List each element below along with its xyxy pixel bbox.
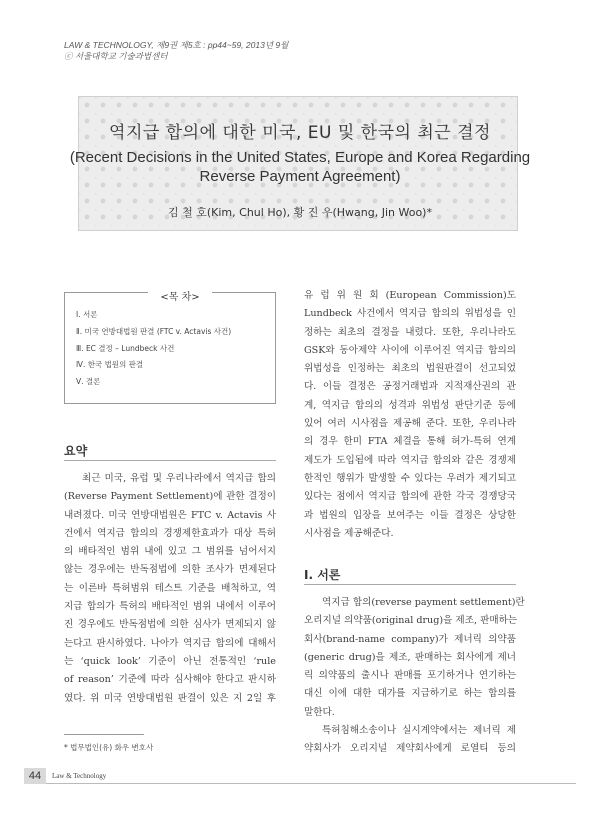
toc-list [76, 307, 231, 391]
abstract-heading: 요약 [64, 444, 88, 458]
intro-line: 회사(brand-name company)가 제너릭 의약품 [304, 633, 516, 645]
abstract-line: of reason’ 기준에 따라 심사해야 한다고 판시하 [64, 674, 276, 686]
abstract-line: 다. 이들 결정은 공정거래법과 지적재산권의 관 [304, 381, 516, 393]
toc-title: <목 차> [148, 288, 212, 303]
intro-line: 오리지널 의약품(original drug)을 제조, 판매하는 [304, 615, 518, 627]
abstract-line: 는 ‘quick look’ 기준이 아닌 전통적인 ‘rule [64, 655, 276, 667]
journal-citation: LAW & TECHNOLOGY, 제9권 제5호 : pp44~59, 2013년 9월 [64, 40, 289, 50]
publisher-line: ⓒ 서울대학교 기술과법센터 [64, 51, 168, 61]
abstract-body [64, 470, 276, 708]
toc-item: Ⅳ. 한국 법원의 판결 [76, 360, 144, 370]
abstract-line: 지급 합의가 특허의 배타적인 범위 내에서 이루어 [64, 601, 276, 613]
journal-header [64, 40, 288, 62]
abstract-line: 있어 여러 시사점을 제공해 준다. 또한, 우리나라 [304, 418, 516, 430]
page-number: 44 [28, 770, 42, 782]
section-heading-introduction: Ⅰ. 서론 [304, 568, 341, 582]
abstract-line: 시사점을 제공해준다. [304, 527, 394, 539]
abstract-line: (Reverse Payment Settlement)에 관한 결정이 [64, 491, 276, 503]
abstract-line: 한적인 행위가 발생할 수 있다는 우려가 제기되고 [304, 472, 516, 484]
title-english-line2: Reverse Payment Agreement) [199, 168, 401, 185]
intro-line: 말한다. [304, 706, 335, 718]
footnote: * 법무법인(유) 화우 변호사 [64, 743, 154, 752]
abstract-line: 유 럽 위 원 회 (European Commission)도 [304, 290, 516, 301]
section-heading-rule [304, 584, 516, 585]
toc-item: Ⅰ. 서론 [76, 310, 98, 319]
title-english-line1: (Recent Decisions in the United States, Europe and Korea Regarding [69, 149, 531, 166]
abstract-line: 최근 미국, 유럽 및 우리나라에서 역지급 합의 [82, 473, 276, 484]
title-english [0, 148, 600, 186]
toc-item: Ⅴ. 결론 [76, 377, 101, 387]
abstract-line: 건에서 역지급 합의의 경쟁제한효과가 대상 특허 [64, 527, 276, 539]
abstract-line: 위법성을 인정하는 최초의 법원판결이 선고되었 [304, 363, 516, 375]
abstract-line: 계, 역지급 합의의 성격과 위법성 판단기준 등에 [304, 399, 516, 411]
intro-line: 대신 이에 대한 대가를 지급하기로 하는 합의를 [304, 688, 516, 700]
introduction-body [304, 594, 525, 759]
abstract-line: 진 경우에도 반독점법에 의한 심사가 면제되지 않 [64, 619, 276, 631]
abstract-line: GSK와 동아제약 사이에 이루어진 역지급 합의의 [304, 344, 516, 356]
intro-line: 릭 의약품의 출시나 판매를 포기하거나 연기하는 [304, 670, 516, 682]
abstract-line: 제도가 도입됨에 따라 역지급 합의와 같은 경쟁제 [304, 454, 516, 466]
title-korean: 역지급 합의에 대한 미국, EU 및 한국의 최근 결정 [109, 123, 491, 143]
abstract-line: 는다고 판시하였다. 나아가 역지급 합의에 대해서 [64, 637, 276, 649]
abstract-heading-rule [64, 460, 276, 461]
abstract-line: 의 배타적인 범위 내에 있고 그 범위를 넘어서지 [64, 546, 276, 558]
intro-line: 역지급 합의(reverse payment settlement)란 [322, 597, 525, 608]
footer-rule [46, 783, 576, 784]
abstract-line: 였다. 위 미국 연방대법원 판결이 있은 지 2일 후 [64, 692, 276, 704]
abstract-line: 과 법원의 입장을 보여주는 이들 결정은 상당한 [304, 509, 516, 521]
abstract-line: 정하는 최초의 결정을 내렸다. 또한, 우리나라도 [304, 326, 516, 338]
abstract-line: 는 이른바 특허범위 테스트 기준을 배척하고, 역 [64, 582, 276, 594]
abstract-continued [304, 287, 516, 543]
abstract-line: 있다는 점에서 역지급 합의에 관한 각국 경쟁당국 [304, 491, 516, 503]
intro-line: 특허침해소송이나 실시계약에서는 제너릭 제 [322, 725, 516, 737]
toc-item: Ⅲ. EC 결정 – Lundbeck 사건 [76, 343, 175, 353]
authors: 김 철 호(Kim, Chul Ho), 황 진 우(Hwang, Jin Woo)* [168, 206, 432, 219]
intro-line: (generic drug)을 제조, 판매하는 회사에게 제너 [304, 651, 516, 663]
footnote-rule [64, 734, 144, 735]
intro-line: 약회사가 오리지널 제약회사에게 로열티 등의 [304, 743, 516, 755]
toc-item: Ⅱ. 미국 연방대법원 판결 (FTC v. Actavis 사건) [76, 326, 232, 336]
abstract-line: 내려졌다. 미국 연방대법원은 FTC v. Actavis 사 [64, 509, 276, 521]
footer-journal-name: Law & Technology [52, 772, 107, 780]
abstract-line: 의 경우 한미 FTA 체결을 통해 허가-특허 연계 [304, 436, 516, 448]
abstract-line: Lundbeck 사건에서 역지급 합의의 위법성을 인 [304, 308, 516, 320]
abstract-line: 않는 경우에는 반독점법에 의한 조사가 면제된다 [64, 564, 276, 576]
